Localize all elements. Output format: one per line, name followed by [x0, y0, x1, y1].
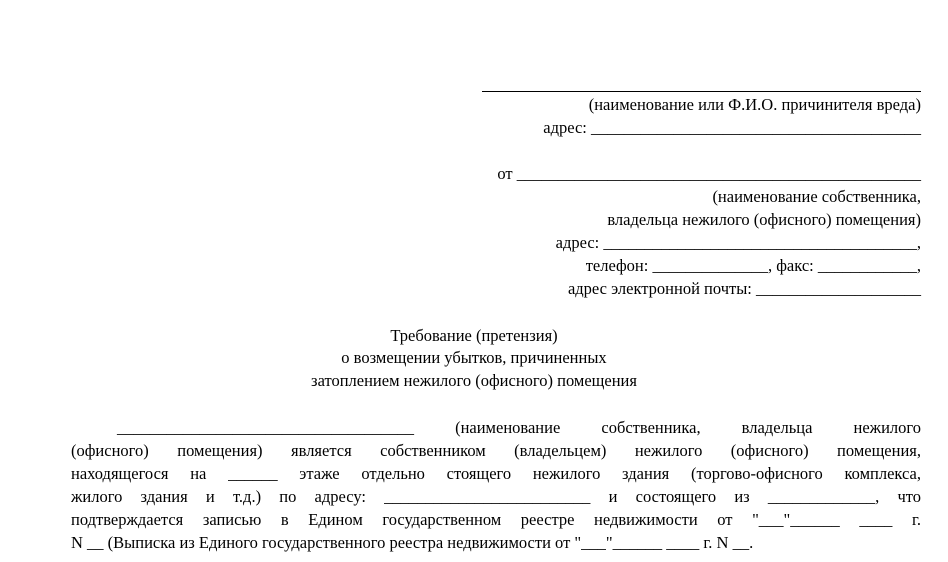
body-line-4: жилого здания и т.д.) по адресу: _________________________ и состоящего из _____________, что	[71, 487, 921, 506]
body-line-2: (офисного) помещения) является собственником (владельцем) нежилого (офисного) помещения,	[71, 441, 921, 460]
sender-owner-hint-1: (наименование собственника,	[712, 187, 921, 206]
document-title-line-1: Требование (претензия)	[390, 326, 558, 345]
sender-address-line: адрес: ______________________________________,	[555, 233, 921, 252]
sender-owner-hint-2: владельца нежилого (офисного) помещения)	[607, 210, 921, 229]
recipient-address-line: адрес: ________________________________________	[543, 118, 921, 137]
sender-email-line: адрес электронной почты: ____________________	[567, 279, 921, 298]
recipient-name-hint: (наименование или Ф.И.О. причинителя вреда)	[588, 95, 921, 114]
recipient-name-blank	[482, 91, 921, 92]
body-line-5: подтверждается записью в Едином государственном реестре недвижимости от "___"______ ____ г.	[71, 510, 921, 529]
body-line-6: N __ (Выписка из Единого государственного реестра недвижимости от "___"______ ____ г. N __.	[71, 533, 754, 552]
body-line-3: находящегося на ______ этаже отдельно стоящего нежилого здания (торгово-офисного комплекса,	[71, 464, 921, 483]
document-title-line-3: затоплением нежилого (офисного) помещения	[311, 371, 637, 390]
body-line-1: ____________________________________ (наименование собственника, владельца нежилого	[117, 418, 921, 437]
sender-from-line: от _________________________________________________	[497, 164, 921, 183]
sender-phone-fax-line: телефон: ______________, факс: ____________,	[585, 256, 921, 275]
document-title-line-2: о возмещении убытков, причиненных	[341, 348, 607, 367]
